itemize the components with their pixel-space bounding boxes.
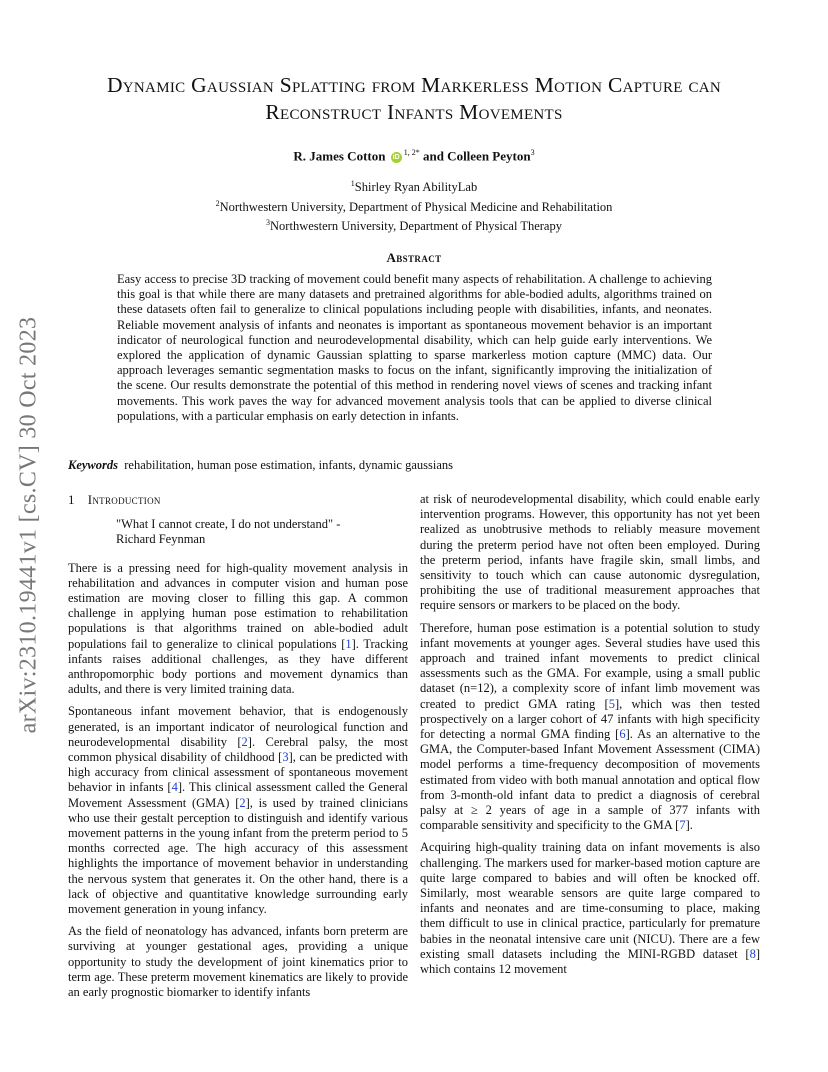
paragraph: As the field of neonatology has advanced, infants born preterm are surviving at younger gestational ages, providing a unique opportunity to study the development of joint kinematics prior to term age. These preterm movement kinematics are likely to provide an early prognostic biomarker to identify infants [68, 924, 408, 1000]
affiliation-line [80, 196, 748, 216]
left-column [68, 492, 408, 1007]
text-run: Spontaneous infant movement behavior, that is endogenously generated, is an important indicator of neurological function and neurodevelopmental disability [ [68, 704, 408, 749]
orcid-icon[interactable]: iD [392, 154, 400, 162]
author-name: R. James Cotton [293, 148, 386, 164]
author2-affil-sup: 3 [530, 148, 535, 157]
paragraph [68, 704, 408, 917]
title-line-2: Reconstruct Infants Movements [265, 100, 563, 124]
quote-text: "What I cannot create, I do not understand" - [116, 517, 341, 532]
text-run: ], which was then tested prospectively on a larger cohort of 47 infants with high specificity for detecting a normal GMA finding [ [420, 696, 760, 742]
text-run: Acquiring high-quality training data on infant movements is also challenging. The markers used for marker-based motion capture are quite large compared to babies and will often be knocked off. Similarly, most wearable sensors are quite large compared to infants and neonates and are time-consuming to place, making them difficult to use in clinical practice, particularly for premature babies in the neonatal intensive care unit (NICU). There are a few existing small datasets including the MINI-RGBD dataset [ [420, 840, 760, 961]
citation-link[interactable]: 8 [749, 946, 756, 961]
paper-title [80, 72, 748, 126]
text-run: ], is used by trained clinicians who use their gestalt perception to distinguish and identify various movement patterns in the young infant from the preterm period to 5 months corrected age. The high accuracy of this assessment highlights the importance of movement behavior in understanding the nervous system that generates it. On the other hand, there is a lack of objective and quantitative knowledge surrounding early movement generation in young infancy. [68, 795, 408, 917]
citation-link[interactable]: 7 [679, 818, 686, 833]
text-run: ] which contains 12 movement [420, 946, 760, 977]
title-line-1: Dynamic Gaussian Splatting from Markerless Motion Capture can [106, 73, 722, 97]
arxiv-stamp-text: arXiv:2310.19441v1 [cs.CV] 30 Oct 2023 [15, 316, 42, 734]
paragraph [68, 561, 408, 698]
text-run: ]. This clinical assessment called the General Movement Assessment (GMA) [ [68, 780, 408, 810]
affil-sup: 2 [215, 198, 220, 208]
section-heading [68, 492, 408, 507]
citation-link[interactable]: 6 [619, 727, 626, 742]
citation-link[interactable]: 2 [239, 795, 246, 810]
keywords-label: Keywords [68, 458, 118, 472]
affil-text: Northwestern University, Department of Physical Therapy [270, 219, 562, 234]
citation-link[interactable]: 4 [171, 780, 178, 795]
quote-author: Richard Feynman [116, 532, 206, 547]
affil-text: Northwestern University, Department of Physical Medicine and Rehabilitation [219, 199, 613, 214]
epigraph [116, 517, 408, 547]
paragraph [420, 840, 760, 977]
affiliations [80, 176, 748, 235]
citation-link[interactable]: 2 [241, 734, 248, 749]
citation-link[interactable]: 5 [608, 696, 615, 711]
affil-sup: 1 [350, 179, 355, 188]
text-run: ]. Tracking infants raises additional challenges, as they have different anthropomorphic body portions and movement dynamics than adults, and there is very limited training data. [68, 636, 408, 697]
paragraph: at risk of neurodevelopmental disability, which could enable early intervention programs. However, this opportunity has not yet been realized as unobtrusive methods to reliably measure movement during the preterm period have not often been employed. During the preterm period, infants have fragile skin, small limbs, and sensitivity to touch which can cause autonomic dysregulation, prohibiting the use of traditional measurement approaches that require sensors or markers to be placed on the body. [420, 492, 760, 613]
affil-sup: 3 [266, 218, 271, 228]
right-column [420, 492, 760, 984]
paragraph [420, 621, 760, 834]
abstract-heading: Abstract [386, 250, 442, 265]
keywords-text: rehabilitation, human pose estimation, infants, dynamic gaussians [124, 458, 454, 472]
author-affil-sup: 1, 2* [403, 148, 420, 157]
section-title: Introduction [87, 492, 161, 507]
text-run: ]. As an alternative to the GMA, the Computer-based Infant Movement Assessment (CIMA) model performs a time-frequency decomposition of movements estimated from video with both manual annotation and optical flow from 3-month-old infant data to predict a diagnosis of cerebral palsy at ≥ 2 years of age in a sample of 377 infants with comparable sensitivity and specificity to the GMA [ [420, 727, 760, 833]
keywords [68, 458, 453, 473]
affiliation-line [80, 176, 748, 196]
affil-text: Shirley Ryan AbilityLab [354, 180, 478, 195]
text-run: ], can be predicted with high accuracy from clinical assessment of spontaneous movement behavior in infants [ [68, 750, 408, 795]
abstract-text: Easy access to precise 3D tracking of movement could benefit many aspects of rehabilitation. A challenge to achieving this goal is that while there are many datasets and pretrained algorithms for able-bodied adults, algorithms trained on these datasets often fail to generalize to clinical populations including people with disabilities, infants, and neonates. Reliable movement analysis of infants and neonates is important as spontaneous movement behavior is an important indicator of neurological function and neurodevelopmental disability, which can help guide early interventions. We explored the application of dynamic Gaussian splatting to sparse markerless motion capture (MMC) data. Our approach leverages semantic segmentation masks to focus on the infant, significantly improving the initialization of the scene. Our results demonstrate the potential of this method in rendering novel views of scenes and tracking infant movements. This work paves the way for advanced movement analysis tools that can be applied to diverse clinical populations, with a particular emphasis on early detection in infants. [117, 272, 712, 423]
author-name-2: and Colleen Peyton [422, 148, 531, 164]
citation-link[interactable]: 1 [345, 636, 352, 651]
text-run: ]. Cerebral palsy, the most common physical disability of childhood [ [68, 734, 408, 765]
section-number: 1 [68, 492, 75, 507]
text-run: Therefore, human pose estimation is a potential solution to study infant movements at younger ages. Several studies have used this approach and trained infant movements to predict clinical assessments such as the GMA. For example, using a small public dataset (n=12), a complexity score of infant limb movement was created to predict GMA rating [ [420, 620, 760, 711]
arxiv-stamp [12, 290, 46, 760]
citation-link[interactable]: 3 [282, 750, 289, 765]
author-list [80, 148, 748, 164]
text-run: ]. [685, 818, 693, 833]
affiliation-line [80, 215, 748, 235]
text-run: There is a pressing need for high-quality movement analysis in rehabilitation and advances in computer vision and human pose estimation are moving closer to filling this gap. A common challenge in applying human pose estimation to rehabilitation populations is that algorithms trained on able-bodied adult populations fail to generalize to clinical populations [ [68, 560, 408, 651]
